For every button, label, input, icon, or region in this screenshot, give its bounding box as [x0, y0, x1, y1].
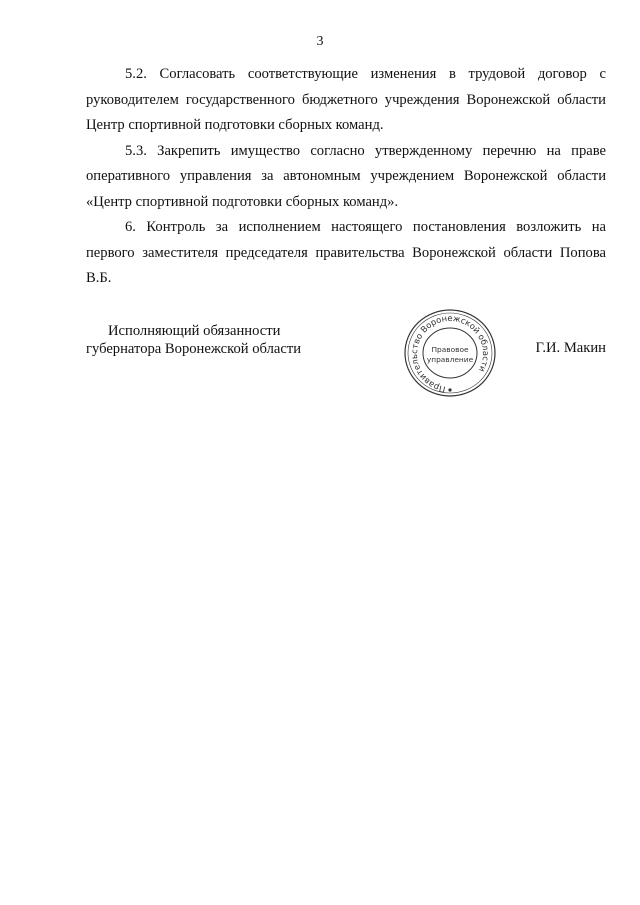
document-body [86, 62, 606, 292]
page-number: 3 [316, 34, 324, 49]
official-stamp [402, 307, 498, 399]
stamp-center-line-1: Правовое [431, 345, 469, 354]
signatory-position [86, 322, 301, 358]
signatory-name: Г.И. Макин [535, 340, 606, 356]
stamp-dot-icon [448, 388, 451, 391]
paragraph-6: 6. Контроль за исполнением настоящего постановления возложить на первого заместителя председателя правительства Воронежской области Попова В.Б. [86, 219, 606, 286]
stamp-ring-text: Правительство Воронежской области [408, 312, 492, 395]
paragraph-5-3: 5.3. Закрепить имущество согласно утвержденному перечню на праве оперативного управления за автономным учреждением Воронежской области «Центр спортивной подготовки сборных команд». [86, 142, 606, 210]
position-line-1: Исполняющий обязанности [108, 323, 281, 339]
position-line-2: губернатора Воронежской области [86, 341, 302, 357]
stamp-center-line-2: управление [426, 355, 474, 364]
paragraph-5-2: 5.2. Согласовать соответствующие изменения в трудовой договор с руководителем государственного бюджетного учреждения Воронежской области Центр спортивной подготовки сборных команд. [86, 66, 606, 133]
